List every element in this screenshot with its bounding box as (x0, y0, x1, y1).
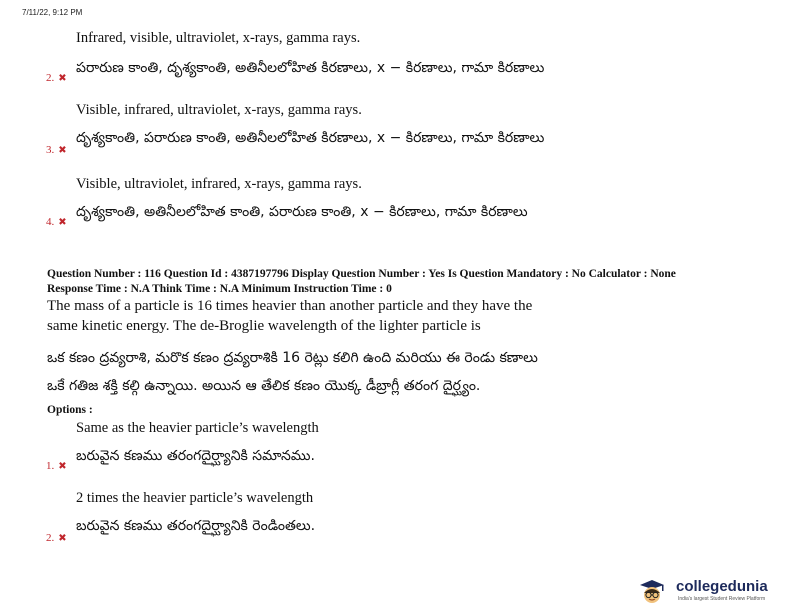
collegedunia-logo (632, 575, 792, 607)
brand-name: collegedunia (676, 578, 768, 595)
prev-option-2-number: 2. ✖ (46, 72, 67, 84)
cross-mark-icon: ✖ (58, 73, 67, 84)
options-label: Options : (47, 404, 93, 416)
question-telugu-line-1: ఒక కణం ద్రవ్యరాశి, మరొక కణం ద్రవ్యరాశికి 16 రెట్లు కలిగి ఉంది మరియు ఈ రెండు కణాలు (47, 350, 538, 366)
option-2-telugu: బరువైన కణము తరంగదైర్ఘ్యానికి రెండింతలు. (76, 518, 316, 534)
question-text-line-2: same kinetic energy. The de-Broglie wavelength of the lighter particle is (47, 318, 481, 334)
cross-mark-icon: ✖ (58, 533, 67, 544)
prev-option-4-number: 4. ✖ (46, 216, 67, 228)
question-meta-line-2: Response Time : N.A Think Time : N.A Minimum Instruction Time : 0 (47, 283, 392, 295)
question-telugu-line-2: ఒకే గతిజ శక్తి కల్గి ఉన్నాయి. అయిన ఆ తేలిక కణం యొక్క డీబ్రాగ్లీ తరంగ దైర్ఘ్యం. (47, 378, 481, 394)
cross-mark-icon: ✖ (58, 145, 67, 156)
prev-option-3-telugu: దృశ్యకాంతి, పరారుణ కాంతి, అతినీలలోహిత కిరణాలు, x − కిరణాలు, గామా కిరణాలు (76, 130, 545, 146)
prev-option-3-number: 3. ✖ (46, 144, 67, 156)
option-2-number: 2. ✖ (46, 532, 67, 544)
option-1-telugu: బరువైన కణము తరంగదైర్ఘ్యానికి సమానము. (76, 448, 315, 464)
cross-mark-icon: ✖ (58, 217, 67, 228)
option-2-english: 2 times the heavier particle’s wavelength (76, 490, 314, 506)
question-meta-line-1: Question Number : 116 Question Id : 4387197796 Display Question Number : Yes Is Question Mandatory : No Calculator : None (47, 268, 676, 280)
prev-option-2-english: Infrared, visible, ultraviolet, x-rays, gamma rays. (76, 30, 361, 46)
cross-mark-icon: ✖ (58, 461, 67, 472)
prev-option-3-english: Visible, infrared, ultraviolet, x-rays, gamma rays. (76, 102, 362, 118)
option-1-english: Same as the heavier particle’s wavelength (76, 420, 319, 436)
mascot-icon (636, 579, 668, 605)
prev-option-4-english: Visible, ultraviolet, infrared, x-rays, gamma rays. (76, 176, 362, 192)
prev-option-4-telugu: దృశ్యకాంతి, అతినీలలోహిత కాంతి, పరారుణ కాంతి, x − కిరణాలు, గామా కిరణాలు (76, 204, 528, 220)
option-1-number: 1. ✖ (46, 460, 67, 472)
brand-tagline: India's largest Student Review Platform (678, 596, 766, 602)
question-text-line-1: The mass of a particle is 16 times heavier than another particle and they have the (47, 298, 533, 314)
print-timestamp: 7/11/22, 9:12 PM (22, 8, 83, 17)
prev-option-2-telugu: పరారుణ కాంతి, దృశ్యకాంతి, అతినీలలోహిత కిరణాలు, x − కిరణాలు, గామా కిరణాలు (76, 60, 545, 76)
